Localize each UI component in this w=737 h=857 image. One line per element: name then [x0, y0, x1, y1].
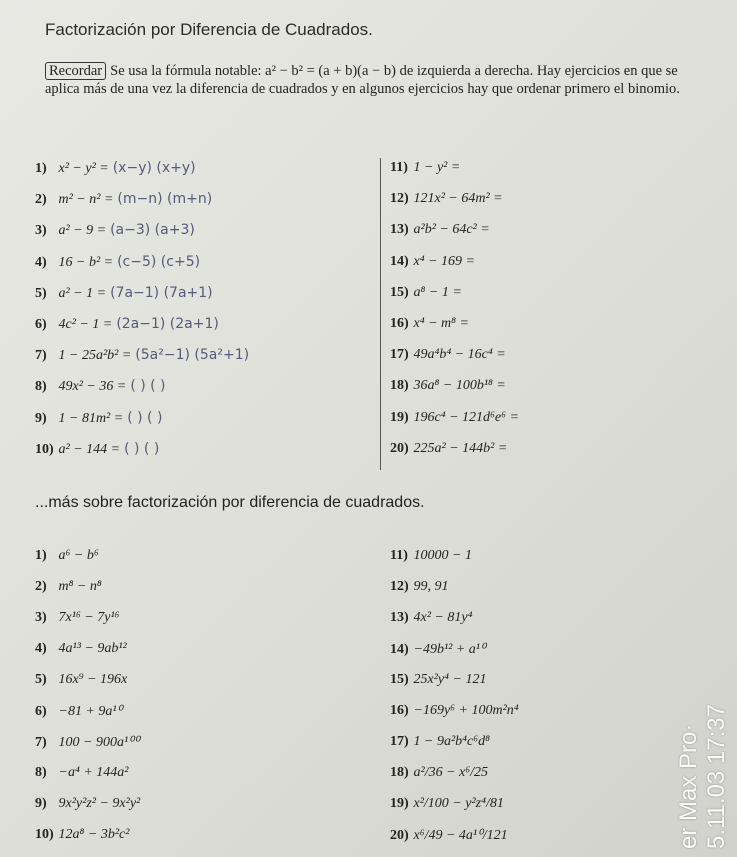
- intro-text: Se usa la fórmula notable: a² − b² = (a + b)(a − b) de izquierda a derecha. Hay ejercicios en que se aplica más de una vez la diferencia de cuadrados y en algunos ejercicios hay que ordenar primero el binomio.: [45, 63, 680, 97]
- exercise-item: [390, 703, 519, 725]
- exercise-item: [35, 672, 127, 694]
- handwritten-answer: ( ) ( ): [124, 440, 160, 457]
- exercise-number: 1): [35, 161, 47, 176]
- exercise-number: 19): [390, 796, 409, 811]
- exercise-number: 4): [35, 641, 47, 656]
- exercise-item: [390, 796, 504, 818]
- exercise-item: [35, 548, 99, 570]
- exercise-number: 12): [390, 579, 409, 594]
- exercise-item: [390, 191, 503, 213]
- exercise-item: [35, 378, 166, 400]
- intro-paragraph: [45, 62, 715, 98]
- exercise-expression: 4a¹³ − 9ab¹²: [58, 641, 127, 656]
- exercise-item: [390, 641, 486, 663]
- exercise-expression: 16x⁹ − 196x: [58, 672, 128, 687]
- exercise-expression: 12a⁸ − 3b²c²: [58, 827, 130, 842]
- stamp-line-2: 5.11.03 17:37: [703, 703, 730, 849]
- exercise-expression: 99, 91: [413, 579, 449, 594]
- exercise-item: [35, 347, 249, 369]
- exercise-number: 2): [35, 579, 47, 594]
- exercise-expression: 7x¹⁶ − 7y¹⁶: [58, 610, 120, 625]
- exercise-item: [390, 672, 486, 694]
- exercise-expression: 49a⁴b⁴ − 16c⁴ =: [413, 347, 506, 363]
- exercise-number: 3): [35, 610, 47, 625]
- exercise-expression: a²b² − 64c² =: [413, 222, 490, 238]
- handwritten-answer: (5a²−1) (5a²+1): [135, 347, 250, 364]
- exercise-number: 3): [35, 223, 47, 239]
- exercise-item: [390, 610, 472, 632]
- column-divider: [380, 158, 381, 470]
- exercise-expression: a⁸ − 1 =: [413, 284, 462, 300]
- exercise-expression: a² − 9 =: [58, 223, 107, 239]
- exercise-number: 15): [390, 284, 409, 300]
- exercise-number: 14): [390, 253, 409, 269]
- exercise-item: [390, 222, 490, 244]
- exercise-number: 11): [390, 160, 408, 175]
- exercise-number: 6): [35, 317, 47, 332]
- exercise-expression: 49x² − 36 =: [58, 379, 127, 395]
- exercise-expression: x⁴ − 169 =: [413, 253, 475, 269]
- exercise-expression: x⁶/49 − 4a¹⁰/121: [413, 828, 508, 843]
- exercise-expression: m⁸ − n⁸: [58, 579, 102, 594]
- exercise-expression: a⁶ − b⁶: [58, 548, 99, 563]
- exercise-expression: −169y⁶ + 100m²n⁴: [413, 703, 519, 718]
- exercise-number: 1): [35, 548, 47, 563]
- exercise-item: [35, 827, 129, 849]
- exercise-number: 5): [35, 285, 47, 301]
- exercise-number: 5): [35, 672, 47, 687]
- exercise-item: [390, 347, 506, 369]
- exercise-expression: 100 − 900a¹⁰⁰: [58, 735, 140, 750]
- exercise-item: [35, 734, 139, 756]
- exercise-expression: 196c⁴ − 121d⁶e⁶ =: [413, 409, 519, 425]
- exercise-item: [35, 641, 127, 663]
- exercise-expression: 121x² − 64m² =: [413, 191, 503, 207]
- exercise-item: [390, 378, 506, 400]
- exercise-item: [390, 734, 490, 756]
- exercise-item: [35, 160, 196, 182]
- page-title: Factorización por Diferencia de Cuadrados.: [45, 20, 373, 39]
- exercise-item: [390, 579, 449, 601]
- exercise-number: 17): [390, 347, 409, 363]
- exercise-number: 14): [390, 642, 409, 657]
- exercise-number: 15): [390, 672, 409, 687]
- exercise-number: 10): [35, 441, 54, 457]
- exercise-expression: 25x²y⁴ − 121: [413, 672, 487, 687]
- handwritten-answer: (x−y) (x+y): [112, 160, 196, 176]
- exercise-item: [390, 410, 519, 432]
- exercise-number: 9): [35, 796, 47, 811]
- exercise-item: [35, 441, 159, 463]
- exercise-item: [390, 160, 460, 182]
- exercise-expression: 4c² − 1 =: [58, 317, 113, 332]
- exercise-item: [35, 285, 213, 307]
- exercise-number: 8): [35, 379, 47, 395]
- exercise-number: 17): [390, 734, 409, 749]
- exercise-number: 16): [390, 316, 409, 331]
- exercise-expression: −49b¹² + a¹⁰: [413, 642, 486, 657]
- exercise-expression: 1 − y² =: [413, 160, 461, 175]
- exercise-number: 16): [390, 703, 409, 718]
- exercise-number: 20): [390, 440, 409, 456]
- exercise-number: 2): [35, 192, 47, 208]
- handwritten-answer: (2a−1) (2a+1): [116, 316, 219, 332]
- exercise-expression: a²/36 − x⁶/25: [413, 765, 489, 780]
- exercise-number: 4): [35, 254, 47, 270]
- recordar-badge: Recordar: [45, 62, 106, 80]
- exercise-number: 18): [390, 765, 409, 780]
- exercise-item: [35, 222, 195, 244]
- exercise-number: 7): [35, 348, 47, 364]
- exercise-item: [390, 548, 472, 570]
- handwritten-answer: (m−n) (m+n): [117, 191, 213, 208]
- exercise-item: [390, 285, 462, 307]
- stamp-line-1: er Max Pro·: [675, 723, 702, 849]
- exercise-item: [390, 254, 475, 276]
- handwritten-answer: ( ) ( ): [127, 409, 163, 426]
- exercise-expression: −a⁴ + 144a²: [58, 765, 129, 780]
- exercise-expression: m² − n² =: [58, 192, 114, 208]
- handwritten-answer: ( ) ( ): [130, 378, 166, 395]
- exercise-item: [390, 441, 507, 463]
- exercise-number: 18): [390, 378, 409, 394]
- exercise-expression: 1 − 81m² =: [58, 410, 124, 426]
- exercise-number: 10): [35, 827, 54, 842]
- exercise-expression: x²/100 − y²z⁴/81: [413, 796, 504, 811]
- exercise-number: 19): [390, 409, 409, 425]
- exercise-number: 9): [35, 410, 47, 426]
- exercise-number: 20): [390, 828, 409, 843]
- exercise-expression: 9x²y²z² − 9x²y²: [58, 796, 141, 811]
- exercise-number: 11): [390, 548, 408, 563]
- exercise-expression: a² − 144 =: [58, 441, 121, 457]
- exercise-number: 12): [390, 191, 409, 207]
- exercise-expression: x⁴ − m⁸ =: [413, 316, 469, 331]
- exercise-item: [35, 316, 219, 338]
- exercise-item: [35, 765, 128, 787]
- camera-timestamp-watermark: [675, 704, 731, 849]
- exercise-expression: 36a⁸ − 100b¹⁸ =: [413, 378, 506, 394]
- exercise-number: 7): [35, 735, 47, 750]
- exercise-number: 6): [35, 704, 47, 719]
- exercise-item: [390, 316, 469, 338]
- exercise-expression: −81 + 9a¹⁰: [58, 704, 123, 719]
- exercise-item: [35, 703, 122, 725]
- exercise-number: 13): [390, 610, 409, 625]
- exercise-item: [35, 254, 200, 276]
- exercise-expression: 4x² − 81y⁴: [413, 610, 473, 625]
- exercise-item: [390, 765, 488, 787]
- exercise-expression: 1 − 9a²b⁴c⁶d⁸: [413, 734, 490, 749]
- exercise-number: 8): [35, 765, 47, 780]
- handwritten-answer: (7a−1) (7a+1): [110, 284, 213, 301]
- exercise-item: [390, 827, 508, 849]
- exercise-expression: 10000 − 1: [413, 548, 472, 563]
- exercise-item: [35, 610, 120, 632]
- section-2-title: ...más sobre factorización por diferencia de cuadrados.: [35, 494, 425, 511]
- exercise-expression: 225a² − 144b² =: [413, 440, 508, 456]
- exercise-expression: 16 − b² =: [58, 254, 114, 270]
- exercise-item: [35, 191, 212, 213]
- exercise-item: [35, 796, 140, 818]
- exercise-expression: a² − 1 =: [58, 285, 107, 301]
- exercise-item: [35, 410, 162, 432]
- exercise-number: 13): [390, 222, 409, 238]
- exercise-item: [35, 579, 102, 601]
- exercise-expression: x² − y² =: [58, 161, 109, 176]
- exercise-expression: 1 − 25a²b² =: [58, 348, 132, 364]
- handwritten-answer: (c−5) (c+5): [117, 253, 201, 270]
- handwritten-answer: (a−3) (a+3): [110, 222, 195, 239]
